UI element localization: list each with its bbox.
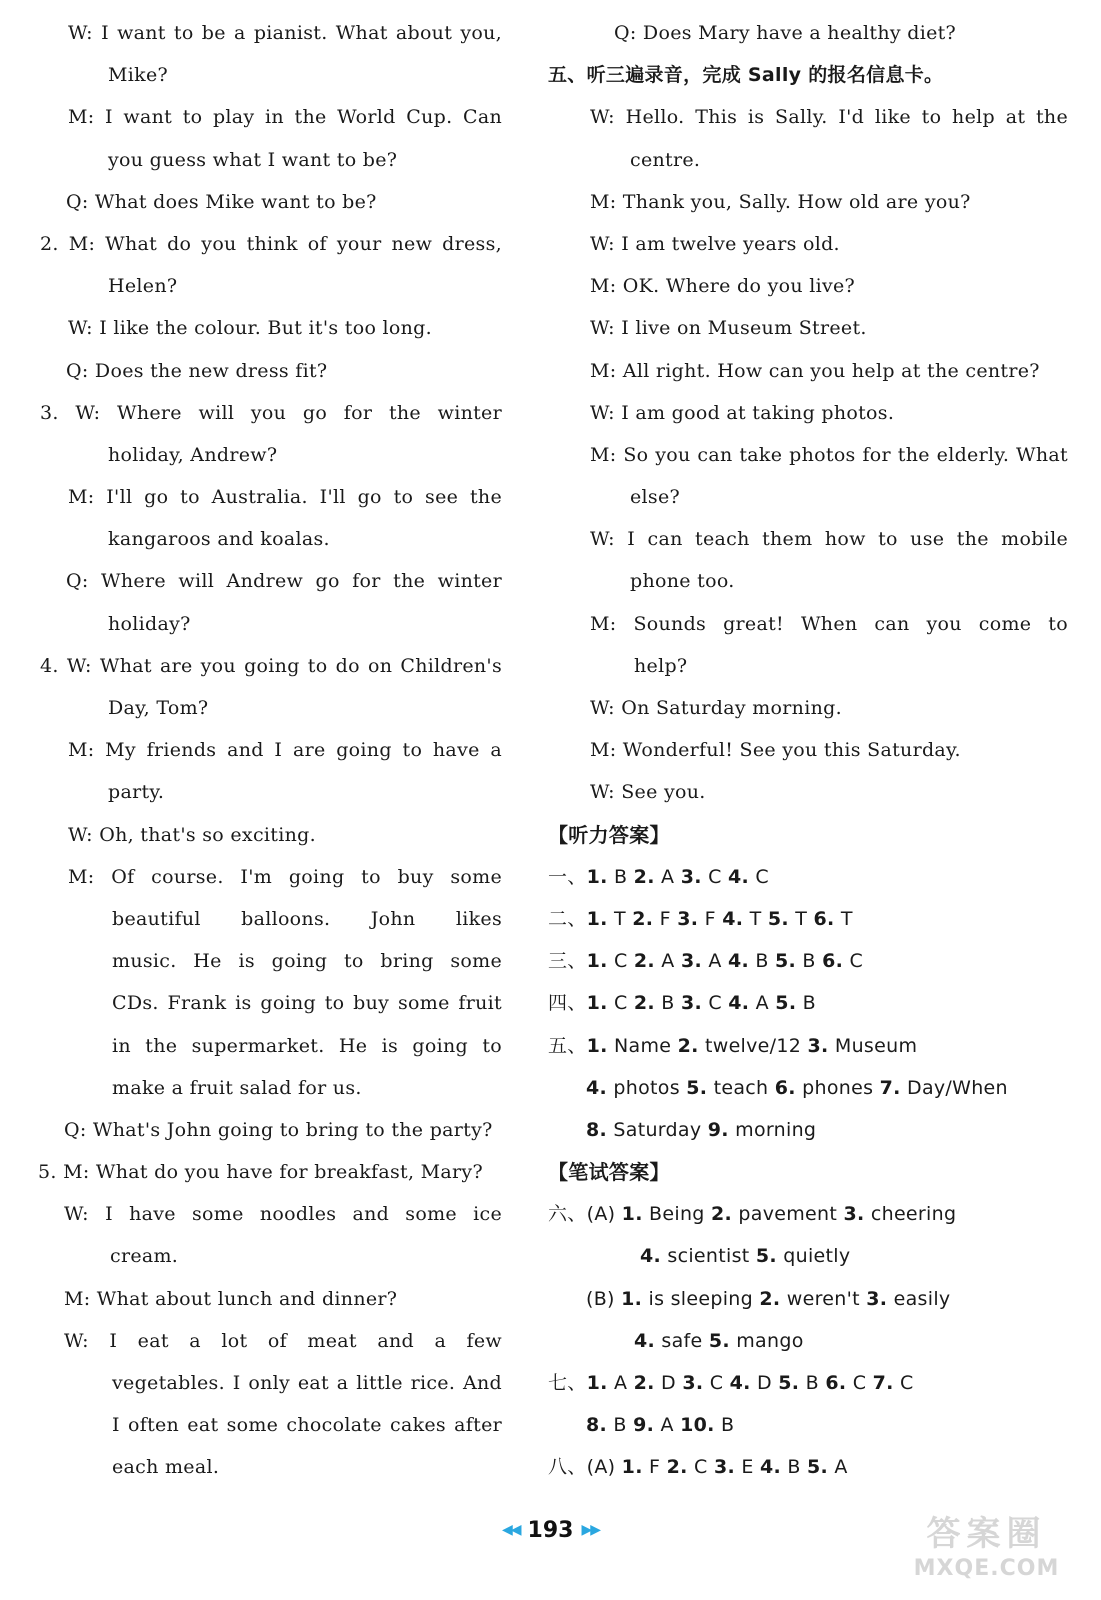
page-number: 193 [527, 1517, 574, 1543]
dialogue-line: Q: Where will Andrew go for the winter [66, 570, 502, 593]
dialogue-line: M: My friends and I are going to have a [68, 739, 502, 762]
answer-line: 一、1. B 2. A 3. C 4. C [548, 865, 769, 888]
dialogue-line: Q: Does Mary have a healthy diet? [614, 22, 957, 44]
dialogue-line: 3. W: Where will you go for the winter [40, 401, 502, 424]
dialogue-line: M: So you can take photos for the elderly. What [590, 443, 1068, 466]
answer-line: 七、1. A 2. D 3. C 4. D 5. B 6. C 7. C [548, 1372, 914, 1394]
answer-line: 二、1. T 2. F 3. F 4. T 5. T 6. T [548, 907, 853, 930]
site-watermark [894, 1512, 1079, 1592]
dialogue-line: 4. W: What are you going to do on Children's [40, 654, 502, 677]
dialogue-line: CDs. Frank is going to buy some fruit [112, 992, 502, 1015]
dialogue-line: beautiful balloons. John likes [112, 907, 502, 930]
answer-line: 五、1. Name 2. twelve/12 3. Museum [548, 1034, 918, 1057]
answer-line: 8. B 9. A 10. B [586, 1414, 735, 1437]
dialogue-line: W: On Saturday morning. [590, 697, 842, 719]
dialogue-line: W: I live on Museum Street. [590, 317, 867, 340]
answer-heading: 【听力答案】 [548, 822, 670, 847]
dialogue-line: W: I like the colour. But it's too long. [68, 317, 432, 340]
dialogue-line: music. He is going to bring some [112, 950, 502, 973]
dialogue-line: Day, Tom? [108, 697, 209, 719]
right-column [548, 12, 1068, 1489]
dialogue-line: Q: What's John going to bring to the party? [64, 1118, 493, 1141]
answer-heading: 【笔试答案】 [548, 1160, 670, 1185]
dialogue-line: centre. [630, 148, 701, 171]
answer-line: 4. scientist 5. quietly [640, 1245, 851, 1268]
next-arrows-icon: ▶▶ [581, 1522, 600, 1538]
dialogue-line: phone too. [630, 570, 735, 593]
dialogue-line: W: I can teach them how to use the mobile [590, 528, 1068, 551]
dialogue-line: I often eat some chocolate cakes after [112, 1414, 502, 1437]
dialogue-line: holiday? [108, 612, 191, 635]
dialogue-line: 2. M: What do you think of your new dress, [40, 232, 502, 255]
dialogue-line: M: OK. Where do you live? [590, 275, 856, 298]
dialogue-line: M: I'll go to Australia. I'll go to see the [68, 486, 502, 509]
dialogue-line: M: Of course. I'm going to buy some [68, 865, 502, 888]
answer-line: (B) 1. is sleeping 2. weren't 3. easily [586, 1287, 951, 1310]
dialogue-line: cream. [110, 1245, 179, 1268]
answer-line: 八、(A) 1. F 2. C 3. E 4. B 5. A [548, 1456, 848, 1479]
answer-line: 8. Saturday 9. morning [586, 1118, 817, 1141]
prev-arrows-icon: ◀◀ [501, 1522, 520, 1538]
dialogue-line: holiday, Andrew? [108, 443, 278, 466]
dialogue-line: each meal. [112, 1456, 220, 1479]
dialogue-line: 5. M: What do you have for breakfast, Mary? [38, 1161, 483, 1184]
dialogue-line: Q: Does the new dress fit? [66, 359, 328, 382]
dialogue-line: Helen? [108, 275, 178, 298]
dialogue-line: kangaroos and koalas. [108, 528, 330, 551]
dialogue-line: M: What about lunch and dinner? [64, 1287, 398, 1310]
dialogue-line: M: Sounds great! When can you come to [590, 612, 1068, 635]
section-heading: 五、听三遍录音，完成 Sally 的报名信息卡。 [548, 64, 944, 87]
dialogue-line: W: See you. [590, 781, 706, 804]
dialogue-line: M: I want to play in the World Cup. Can [68, 106, 502, 129]
dialogue-line: M: All right. How can you help at the centre? [590, 359, 1040, 382]
answer-line: 4. photos 5. teach 6. phones 7. Day/When [586, 1076, 1008, 1099]
answer-line: 六、(A) 1. Being 2. pavement 3. cheering [548, 1203, 957, 1226]
answer-line: 三、1. C 2. A 3. A 4. B 5. B 6. C [548, 950, 864, 973]
answer-line: 4. safe 5. mango [634, 1329, 804, 1352]
dialogue-line: else? [630, 486, 681, 509]
dialogue-line: W: I am good at taking photos. [590, 401, 895, 424]
watermark-logo-text: 答案圈 [926, 1514, 1047, 1554]
dialogue-line: M: Wonderful! See you this Saturday. [590, 739, 961, 762]
left-column [36, 12, 502, 1489]
dialogue-line: W: I want to be a pianist. What about you, [68, 22, 502, 44]
dialogue-line: help? [634, 654, 688, 677]
dialogue-line: W: Hello. This is Sally. I'd like to help at the [590, 106, 1068, 129]
watermark-url: MXQE.COM [913, 1556, 1060, 1581]
answer-line: 四、1. C 2. B 3. C 4. A 5. B [548, 992, 817, 1015]
dialogue-line: in the supermarket. He is going to [112, 1034, 502, 1057]
dialogue-line: W: I eat a lot of meat and a few [64, 1329, 502, 1352]
dialogue-line: Q: What does Mike want to be? [66, 190, 377, 213]
dialogue-line: party. [108, 781, 165, 804]
dialogue-line: make a fruit salad for us. [112, 1076, 362, 1099]
dialogue-line: vegetables. I only eat a little rice. And [112, 1372, 502, 1394]
dialogue-line: you guess what I want to be? [108, 148, 398, 171]
dialogue-line: W: I am twelve years old. [590, 232, 840, 255]
dialogue-line: W: Oh, that's so exciting. [68, 823, 316, 846]
dialogue-line: W: I have some noodles and some ice [64, 1203, 502, 1226]
dialogue-line: M: Thank you, Sally. How old are you? [590, 190, 971, 213]
dialogue-line: Mike? [108, 64, 168, 87]
